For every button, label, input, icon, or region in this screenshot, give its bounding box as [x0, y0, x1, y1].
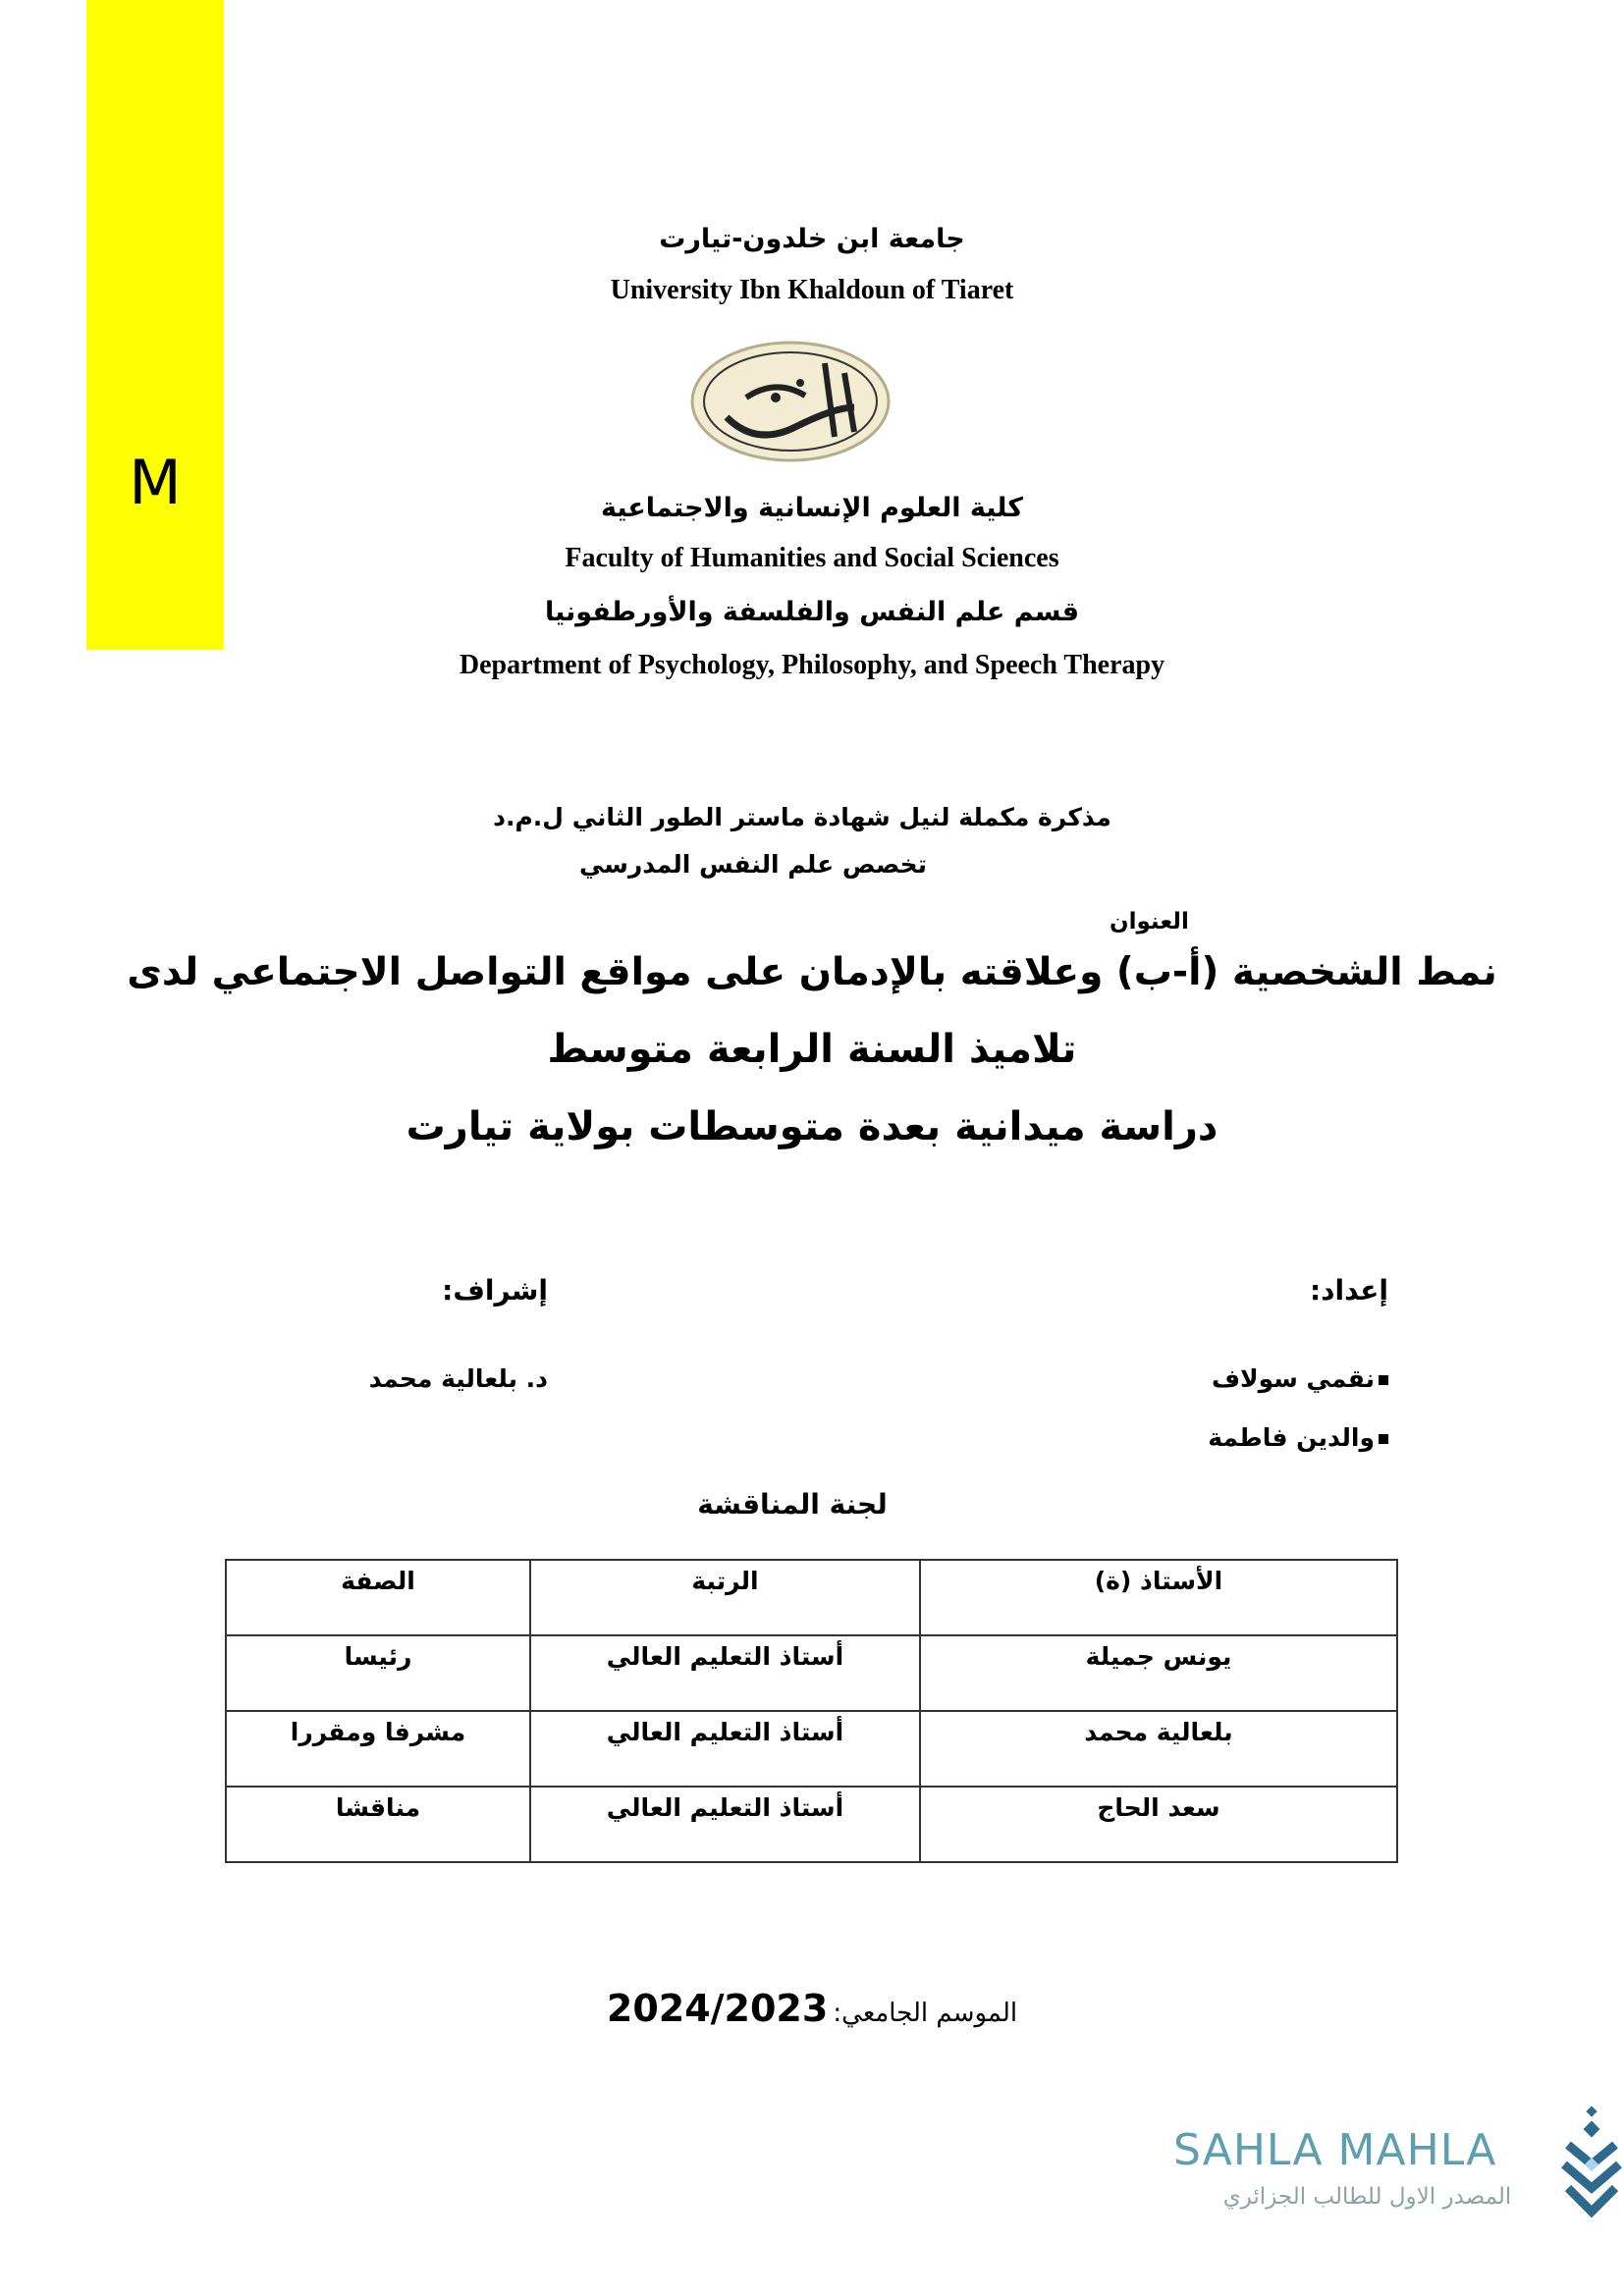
cell-role: رئيسا [226, 1635, 530, 1711]
sahla-mahla-logo-icon [1558, 2106, 1624, 2223]
degree-line: مذكرة مكملة لنيل شهادة ماستر الطور الثاني ل.م.د [493, 803, 1111, 831]
supervisor-name: د. بلعالية محمد [368, 1364, 548, 1393]
jury-heading: لجنة المناقشة [697, 1488, 888, 1521]
thesis-title-line1: نمط الشخصية (أ-ب) وعلاقته بالإدمان على مواقع التواصل الاجتماعي لدى [127, 950, 1497, 994]
column-header-professor: الأستاذ (ة) [920, 1560, 1397, 1635]
academic-season [0, 1987, 1624, 2030]
bullet-icon [1379, 1434, 1388, 1444]
bullet-icon [1379, 1375, 1388, 1385]
university-name-en: University Ibn Khaldoun of Tiaret [610, 275, 1014, 305]
cell-professor: بلعالية محمد [920, 1711, 1397, 1787]
column-header-rank: الرتبة [530, 1560, 920, 1635]
faculty-name-en: Faculty of Humanities and Social Sciences [565, 543, 1059, 573]
prepared-by-label: إعداد: [1309, 1274, 1388, 1307]
jury-table [225, 1559, 1398, 1863]
university-seal-icon [687, 339, 893, 464]
side-marker-letter: M [129, 447, 182, 518]
season-label: الموسم الجامعي: [833, 1999, 1018, 2028]
student-item [1212, 1364, 1388, 1393]
cell-professor: سعد الحاج [920, 1787, 1397, 1862]
watermark-tagline: المصدر الاول للطالب الجزائري [1222, 2184, 1512, 2210]
table-row [226, 1711, 1397, 1787]
department-name-ar: قسم علم النفس والفلسفة والأورطفونيا [544, 597, 1080, 627]
cell-rank: أستاذ التعليم العالي [530, 1787, 920, 1862]
table-row [226, 1787, 1397, 1862]
student-item [1208, 1423, 1388, 1452]
department-name-en: Department of Psychology, Philosophy, and Speech Therapy [459, 650, 1165, 680]
sahla-mahla-watermark [1173, 2106, 1586, 2223]
cell-rank: أستاذ التعليم العالي [530, 1711, 920, 1787]
cell-role: مناقشا [226, 1787, 530, 1862]
cell-role: مشرفا ومقررا [226, 1711, 530, 1787]
faculty-name-ar: كلية العلوم الإنسانية والاجتماعية [600, 493, 1024, 523]
table-row [226, 1635, 1397, 1711]
supervision-label: إشراف: [442, 1274, 548, 1307]
student-name: نقمي سولاف [1211, 1364, 1375, 1393]
column-header-role: الصفة [226, 1560, 530, 1635]
student-name: والدين فاطمة [1208, 1423, 1375, 1452]
season-value: 2024/2023 [606, 1987, 829, 2030]
cell-rank: أستاذ التعليم العالي [530, 1635, 920, 1711]
title-label: العنوان [1110, 909, 1189, 934]
specialty-line: تخصص علم النفس المدرسي [578, 850, 928, 879]
thesis-title-line3: دراسة ميدانية بعدة متوسطات بولاية تيارت [406, 1104, 1218, 1149]
watermark-name: SAHLA MAHLA [1173, 2125, 1497, 2175]
cell-professor: يونس جميلة [920, 1635, 1397, 1711]
university-name-ar: جامعة ابن خلدون-تيارت [659, 224, 965, 254]
thesis-title-line2: تلاميذ السنة الرابعة متوسط [547, 1027, 1077, 1072]
table-header-row [226, 1560, 1397, 1635]
